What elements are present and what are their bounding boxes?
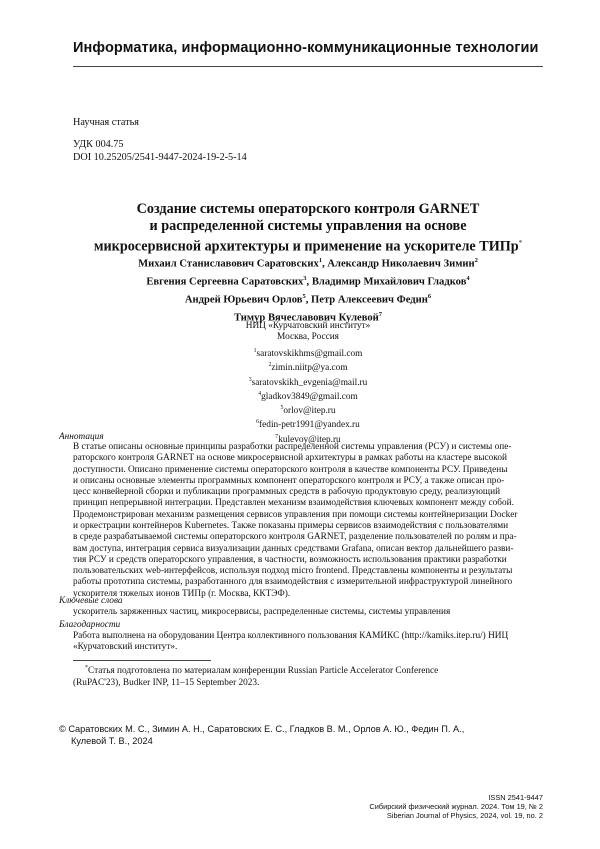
acknowledgements-line: «Курчатовский институт». [73, 642, 178, 653]
abstract-line: принцип непрерывной интеграции. Представлен механизм взаимодействия ключевых компонент между собой. [73, 498, 514, 509]
abstract-line: раторского контроля GARNET на основе микросервисной архитектуры в рамках работы на кластере высокой [73, 453, 507, 464]
abstract-label: Аннотация [59, 432, 104, 442]
institute-name: НИЦ «Курчатовский институт» [245, 321, 371, 331]
author-name: Владимир Михайлович Гладков [311, 276, 467, 288]
email-item[interactable]: $^4$gladkov3849@gmail.com [258, 390, 358, 402]
abstract-line: доступности. Описано применение системы операторского контроля в качестве компоненты РСУ. Приведены [73, 464, 508, 475]
keywords-label: Ключевые слова [59, 596, 123, 606]
article-type: Научная статья [73, 117, 139, 128]
footnote-line: (RuPAC'23), Budker INP, 11–15 September 2023. [73, 677, 260, 688]
email-item[interactable]: $^2$zimin.niitp@ya.com [268, 362, 348, 374]
abstract-line: В статье описаны основные принципы разработки распределенной системы управления (РСУ) и системы опе- [73, 442, 512, 452]
acknowledgements-label: Благодарности [59, 620, 121, 630]
author-line: Андрей Юрьевич Орлов$^5$, Петр Алексеевич Федин$^6$ [184, 293, 432, 306]
author-name: Андрей Юрьевич Орлов [184, 294, 303, 306]
footnote [73, 663, 543, 689]
header-rule [73, 66, 543, 67]
title-line: микросервисной архитектуры и применение на ускорителе ТИПр* [93, 238, 523, 255]
abstract-text [73, 442, 543, 600]
abstract-line: пользовательских web-интерфейсов, используя подход micro frontend. Представлены компоненты и результаты [73, 566, 513, 577]
acknowledgements-line: Работа выполнена на оборудовании Центра коллективного пользования КАМИКС (http://kamiks.itep.ru/) НИЦ [73, 631, 509, 641]
email-item[interactable]: $^6$fedin-petr1991@yandex.ru [256, 419, 360, 431]
institute-city: Москва, Россия [277, 332, 339, 343]
journal-issn: ISSN 2541-9447 [488, 793, 543, 802]
doi: DOI 10.25205/2541-9447-2024-19-2-5-14 [73, 152, 247, 163]
abstract-line: ускорителя тяжелых ионов ТИПр (г. Москва, ККТЭФ). [73, 588, 291, 599]
copyright-notice [59, 724, 543, 748]
abstract-line: тия РСУ и средств операторского управления, в частности, возможность использования практики разработки [73, 554, 507, 565]
footnote-mark: * [85, 665, 88, 671]
author-line: Евгения Сергеевна Саратовских$^3$, Владимир Михайлович Гладков$^4$ [146, 275, 470, 288]
journal-info [369, 793, 543, 820]
email-item[interactable]: $^5$orlov@itep.ru [280, 405, 336, 417]
article-title [73, 201, 543, 256]
email-item[interactable]: $^1$saratovskikhms@gmail.com [253, 348, 363, 360]
abstract-line: и описаны основные элементы программных компонент операторского контроля и РСУ, а также описан про- [73, 475, 505, 486]
footnote-line: *Статья подготовлена по материалам конференции Russian Particle Accelerator Conference [85, 665, 439, 677]
keywords-text: ускоритель заряженных частиц, микросервисы, распределенные системы, системы управления [73, 607, 451, 617]
journal-en: Siberian Journal of Physics, 2024, vol. 19, no. 2 [386, 811, 543, 820]
author-line: Тимур Вячеславович Кулевой$^7$ [233, 311, 383, 324]
author-name: Петр Алексеевич Федин [311, 294, 428, 306]
author-name: Тимур Вячеславович Кулевой [233, 312, 379, 324]
udk-code: УДК 004.75 [73, 139, 124, 150]
abstract-line: вам доступа, интеграция сервиса визуализации данных средствами Grafana, описан вектор дальнейшего разви- [73, 543, 514, 554]
email-item[interactable]: $^7$kulevoy@itep.ru [275, 433, 341, 445]
email-item[interactable]: $^3$saratovskikh_evgenia@mail.ru [248, 376, 368, 388]
abstract-line: цесс конвейерной сборки и публикации программных средств в рабочую продуктовую среду, реализующий [73, 487, 501, 498]
affiliation [73, 321, 543, 343]
footnote-rule [73, 660, 211, 661]
abstract-line: и оркестрации контейнеров Kubernetes. Также показаны примеры сервисов взаимодействия с пользователями [73, 520, 509, 531]
abstract-line: Продемонстрирован механизм размещения сервисов управления при помощи системы контейнеризации Docker [73, 509, 518, 520]
copyright-line: Кулевой Т. В., 2024 [71, 735, 153, 746]
email-list [73, 346, 543, 446]
copyright-line: © Саратовских М. С., Зимин А. Н., Саратовских Е. С., Гладков В. М., Орлов А. Ю., Федин П. А., [59, 724, 465, 734]
title-footnote-mark: * [518, 239, 523, 247]
author-name: Михаил Станиславович Саратовских [138, 258, 319, 270]
running-header: Информатика, информационно-коммуникационные технологии [73, 40, 539, 56]
author-line: Михаил Станиславович Саратовских$^1$, Александр Николаевич Зимин$^2$ [138, 257, 478, 270]
author-name: Александр Николаевич Зимин [327, 258, 475, 270]
abstract-line: в среде разрабатываемой системы операторского контроля GARNET, разделение пользователей по ролям и пра- [73, 532, 517, 543]
journal-ru: Сибирский физический журнал. 2024. Том 19, № 2 [369, 802, 543, 811]
abstract-line: работы прототипа системы, разработанного для взаимодействия с измерительной инфраструктурой линейного [73, 577, 513, 588]
author-list [73, 254, 543, 326]
title-line: Создание системы операторского контроля GARNET [136, 201, 480, 217]
title-line: и распределенной системы управления на основе [149, 218, 467, 234]
author-name: Евгения Сергеевна Саратовских [146, 276, 304, 288]
acknowledgements-text [73, 631, 543, 654]
